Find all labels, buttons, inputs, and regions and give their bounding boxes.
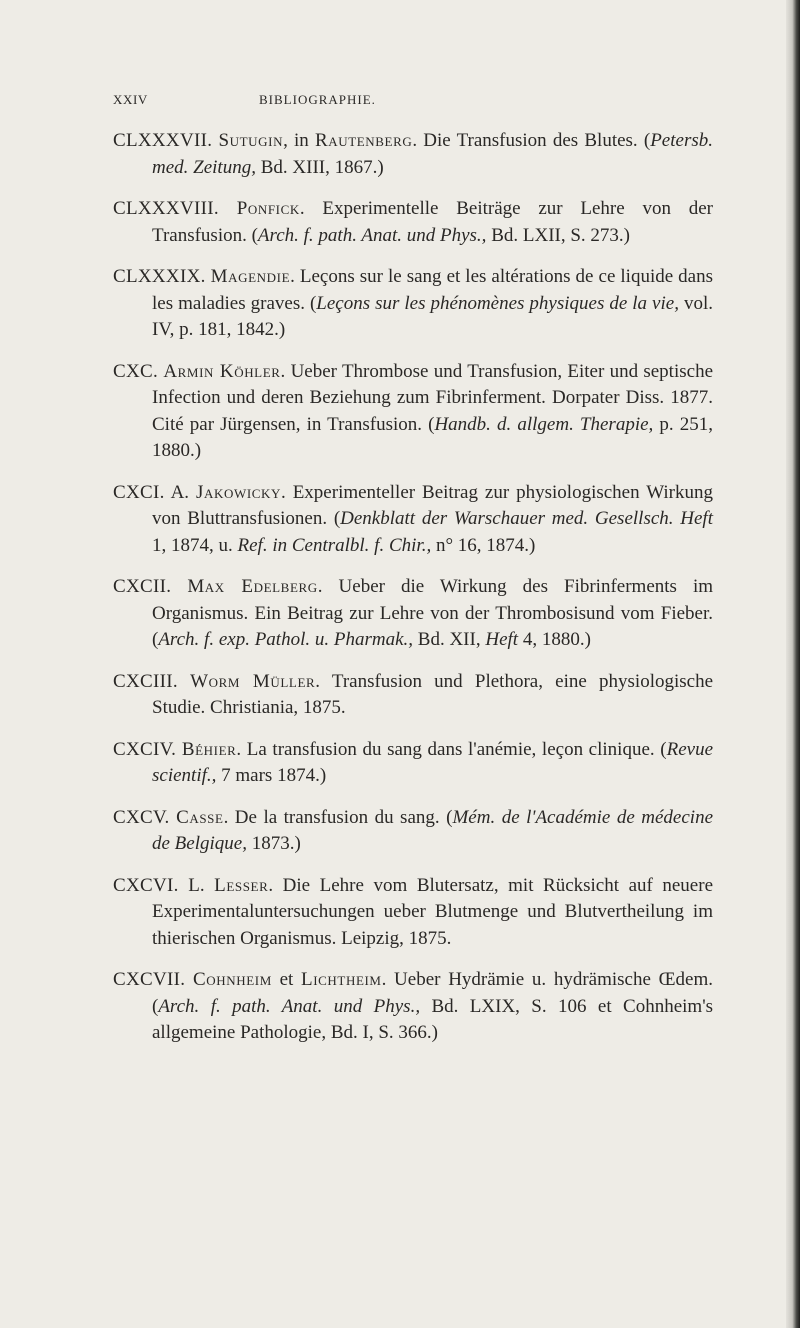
- bibliography-entry: [113, 264, 713, 344]
- bibliography-entry: [113, 480, 713, 560]
- bibliography-entry: [113, 873, 713, 953]
- entry-text: . Ueber Hydrämie u. hydrämische Œdem. (: [152, 969, 713, 1017]
- entry-source: Handb. d. allgem. Therapie,: [434, 413, 654, 435]
- entry-author: Armin Köhler: [163, 360, 281, 382]
- entry-number: CXCVII.: [113, 969, 186, 990]
- entry-text: . Ueber die Wirkung des Fibrinferments im Organismus. Ein Beitrag zur Lehre von der Thrombosisund vom Fieber. (: [152, 576, 714, 650]
- entry-text: . Die Transfusion des Blutes. (: [412, 130, 651, 151]
- entry-text: 1873.): [246, 833, 301, 854]
- running-head: BIBLIOGRAPHIE.: [259, 92, 376, 107]
- bibliography-entry: [113, 805, 713, 858]
- entry-source: Denkblatt der Warschauer med. Gesellsch. Heft: [340, 508, 713, 529]
- book-spine-edge: [786, 0, 800, 1328]
- bibliography-entry: [113, 196, 713, 249]
- entry-text: . Experimentelle Beiträge zur Lehre von der Transfusion. (: [152, 198, 713, 246]
- entry-initial: A.: [170, 481, 196, 503]
- entry-number: CXCVI.: [113, 874, 179, 896]
- entry-text: . Leçons sur le sang et les altérations de ce liquide dans les maladies graves. (: [152, 266, 713, 314]
- entry-text: . Die Lehre vom Blutersatz, mit Rücksicht auf neuere Experimentaluntersuchungen ueber Blutmenge und Blutvertheilung im thierischen Organismus. Leipzig, 1875.: [152, 874, 714, 949]
- entry-source: Heft: [485, 629, 519, 650]
- entry-text: 4, 1880.): [518, 629, 591, 650]
- bibliography-entry: [113, 737, 713, 790]
- entry-text: Bd. LXII, S. 273.): [486, 224, 630, 246]
- entry-text: vol. IV, p. 181, 1842.): [152, 292, 713, 340]
- entry-source: Arch. f. exp. Pathol. u. Pharmak.,: [158, 629, 414, 650]
- entry-text: . La transfusion du sang dans l'anémie, leçon clinique. (: [236, 738, 667, 760]
- entry-text: . Transfusion und Plethora, eine physiologische Studie. Christiania, 1875.: [152, 670, 714, 718]
- entry-source: Revue scientif.,: [152, 738, 713, 786]
- bibliography-entry: [113, 359, 713, 465]
- entry-author: Lichtheim: [301, 969, 382, 990]
- entry-author: Jakowicky: [195, 481, 281, 503]
- entry-author: Lesser: [214, 874, 269, 896]
- bibliography-list: [113, 128, 713, 1062]
- entry-source: Arch. f. path. Anat. und Phys.,: [158, 995, 421, 1017]
- entry-author: Casse: [176, 806, 224, 828]
- entry-author: Ponfick: [236, 198, 300, 219]
- entry-text: Bd. XIII, 1867.): [255, 156, 384, 178]
- entry-initial: L.: [188, 874, 215, 896]
- entry-number: CLXXXIX.: [113, 266, 206, 287]
- entry-author: Rautenberg: [314, 130, 413, 151]
- entry-text: et: [271, 969, 302, 990]
- entry-author: Béhier: [181, 738, 237, 760]
- entry-number: CLXXXVIII.: [113, 198, 219, 219]
- entry-number: CXCII.: [113, 576, 172, 597]
- entry-text: . Ueber Thrombose und Transfusion, Eiter und septische Infection und deren Beziehung zum Fibrinferment. Dorpater Diss. 1877. Cité par Jürgensen, in Transfusion. (: [152, 360, 714, 435]
- bibliography-entry: [113, 669, 713, 722]
- bibliography-entry: [113, 967, 713, 1047]
- entry-source: Leçons sur les phénomènes physiques de la vie,: [316, 292, 679, 314]
- entry-number: CXC.: [113, 360, 159, 382]
- bibliography-entry: [113, 574, 713, 654]
- entry-text: . Experimenteller Beitrag zur physiologischen Wirkung von Bluttransfusionen. (: [152, 481, 713, 529]
- entry-author: Sutugin: [218, 130, 284, 151]
- entry-number: CXCV.: [113, 806, 170, 828]
- entry-text: 1, 1874, u.: [152, 534, 238, 556]
- entry-text: n° 16, 1874.): [431, 534, 536, 556]
- entry-number: CXCI.: [113, 481, 165, 503]
- entry-author: Magendie: [210, 266, 291, 287]
- entry-author: Cohnheim: [193, 969, 272, 990]
- entry-text: p. 251, 1880.): [152, 413, 714, 461]
- entry-source: Arch. f. path. Anat. und Phys.,: [257, 224, 487, 246]
- entry-number: CLXXXVII.: [113, 130, 213, 151]
- page-number: XXIV: [113, 92, 148, 107]
- entry-number: CXCIV.: [113, 738, 177, 760]
- entry-author: Worm Müller: [190, 670, 316, 692]
- entry-text: , in: [283, 130, 315, 151]
- entry-author: Max Edelberg: [187, 576, 318, 597]
- entry-number: CXCIII.: [113, 670, 178, 692]
- entry-source: Petersb. med. Zeitung,: [152, 130, 713, 178]
- entry-text: . De la transfusion du sang. (: [223, 806, 453, 828]
- page-header: [113, 92, 713, 112]
- entry-source: Ref. in Centralbl. f. Chir.,: [237, 534, 432, 556]
- bibliography-entry: [113, 128, 713, 181]
- entry-text: Bd. XII,: [413, 629, 486, 650]
- entry-text: Bd. LXIX, S. 106 et Cohnheim's allgemeine Pathologie, Bd. I, S. 366.): [152, 995, 714, 1043]
- entry-source: Mém. de l'Académie de médecine de Belgique,: [152, 806, 714, 854]
- entry-text: 7 mars 1874.): [216, 765, 327, 786]
